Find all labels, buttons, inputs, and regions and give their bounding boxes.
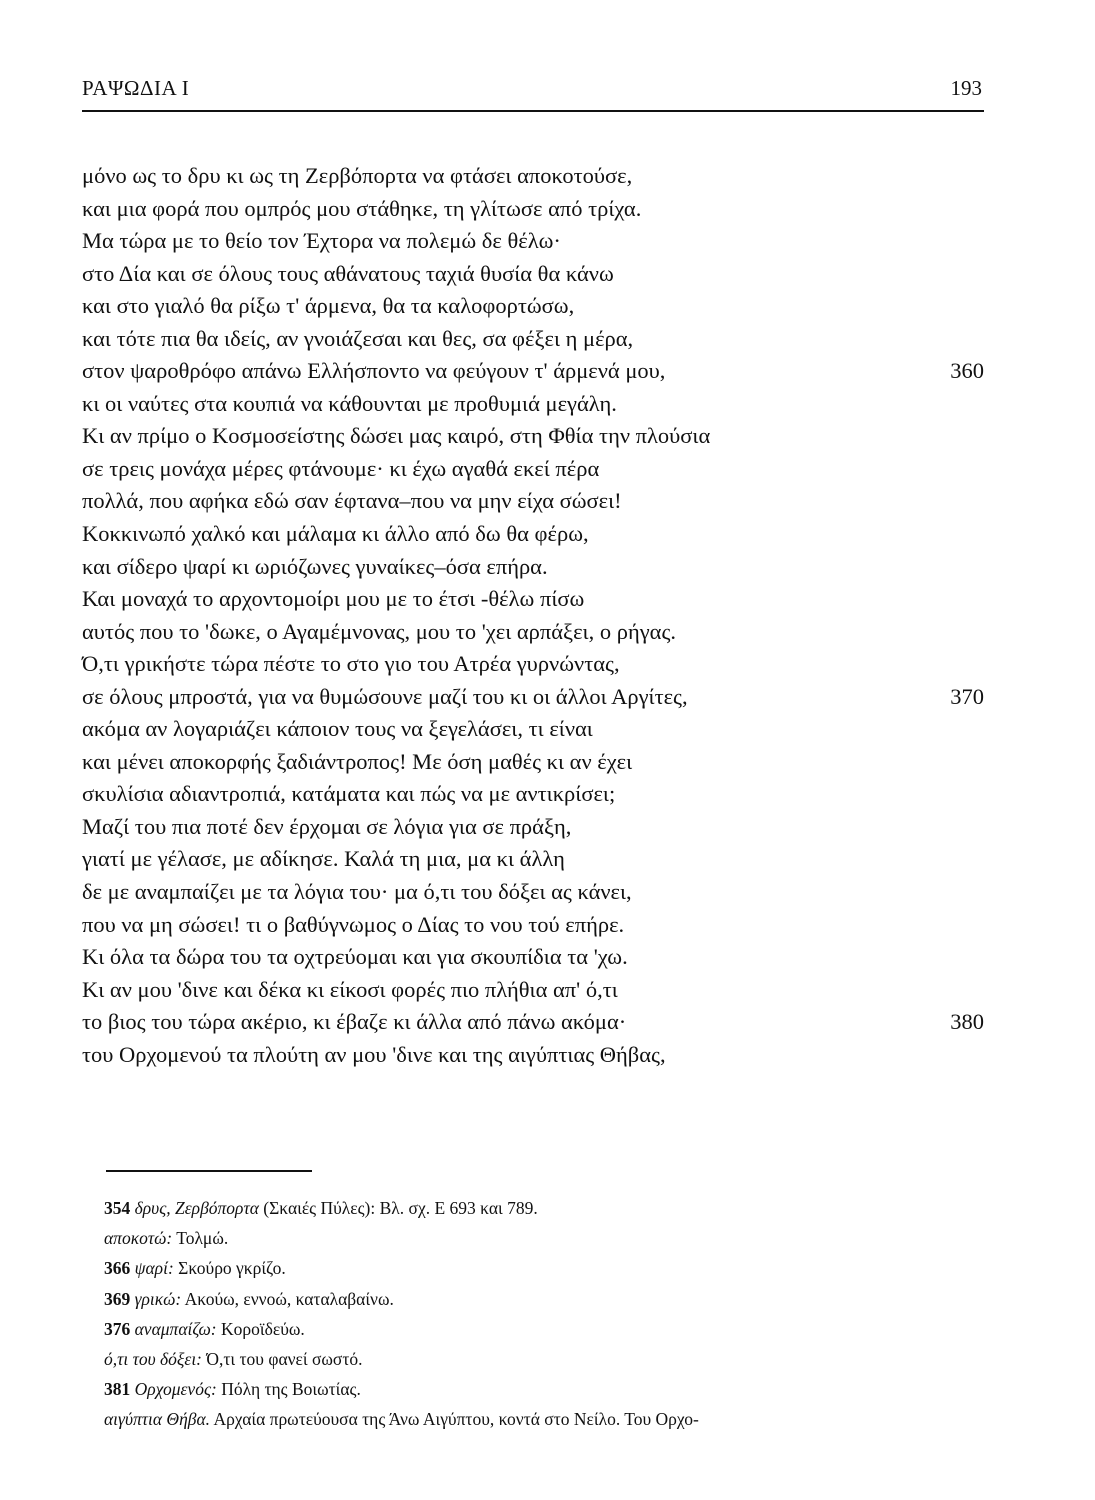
verse-text: Ό,τι γρικήστε τώρα πέστε το στο γιο του Ατρέα γυρνώντας, bbox=[82, 651, 620, 677]
verse-line bbox=[82, 225, 984, 258]
footnote-ref: 366 bbox=[104, 1258, 131, 1279]
verse-line bbox=[82, 713, 984, 746]
footnotes bbox=[104, 1193, 974, 1435]
verse-line bbox=[82, 1039, 984, 1072]
verse-text: το βιος του τώρα ακέριο, κι έβαζε κι άλλα από πάνω ακόμα· bbox=[82, 1009, 627, 1035]
verse-text: Κοκκινωπό χαλκό και μάλαμα κι άλλο από δω θα φέρω, bbox=[82, 521, 589, 547]
footnote-divider bbox=[106, 1170, 312, 1172]
verse-text: σε τρεις μονάχα μέρες φτάνουμε· κι έχω αγαθά εκεί πέρα bbox=[82, 455, 600, 481]
footnote bbox=[104, 1223, 974, 1253]
line-number: 360 bbox=[950, 358, 984, 384]
verse-text: και μια φορά που ομπρός μου στάθηκε, τη γλίτωσε από τρίχα. bbox=[82, 195, 642, 221]
verse-line bbox=[82, 551, 984, 584]
verse-line bbox=[82, 746, 984, 779]
verse-line bbox=[82, 778, 984, 811]
footnote-text: Αρχαία πρωτεύουσα της Άνω Αιγύπτου, κοντά στο Νείλο. Του Ορχο- bbox=[210, 1409, 699, 1430]
verse-text: μόνο ως το δρυ κι ως τη Ζερβόπορτα να φτάσει αποκοτούσε, bbox=[82, 163, 633, 188]
verse-line bbox=[82, 420, 984, 453]
footnote-ref: 354 bbox=[104, 1198, 131, 1218]
footnote-term: αναμπαίζω: bbox=[134, 1318, 217, 1339]
footnote bbox=[104, 1374, 974, 1404]
verse-line bbox=[82, 941, 984, 974]
verse-line bbox=[82, 648, 984, 681]
verse-line bbox=[82, 843, 984, 876]
verse-line bbox=[82, 583, 984, 616]
footnote-text: Τολμώ. bbox=[172, 1228, 229, 1249]
verse-text: γιατί με γέλασε, με αδίκησε. Καλά τη μια, μα κι άλλη bbox=[82, 846, 565, 872]
footnote-ref: 376 bbox=[104, 1318, 131, 1339]
footnote-term: αιγύπτια Θήβα. bbox=[104, 1409, 211, 1430]
verse-text: Κι όλα τα δώρα του τα οχτρεύομαι και για σκουπίδια τα 'χω. bbox=[82, 944, 628, 970]
footnote-ref: 369 bbox=[104, 1288, 131, 1309]
verse-text: και τότε πια θα ιδείς, αν γνοιάζεσαι και θες, σα φέξει η μέρα, bbox=[82, 325, 634, 351]
verse-line bbox=[82, 258, 984, 291]
verse-text: και στο γιαλό θα ρίξω τ' άρμενα, θα τα καλοφορτώσω, bbox=[82, 293, 575, 319]
verse-line bbox=[82, 518, 984, 551]
footnote-ref: 381 bbox=[104, 1379, 131, 1400]
footnote bbox=[104, 1404, 974, 1434]
footnote-term: αποκοτώ: bbox=[104, 1228, 173, 1249]
verse-line bbox=[82, 323, 984, 356]
verse-text: Μαζί του πια ποτέ δεν έρχομαι σε λόγια για σε πράξη, bbox=[82, 813, 572, 839]
verse-text: του Ορχομενού τα πλούτη αν μου 'δινε και της αιγύπτιας Θήβας, bbox=[82, 1041, 666, 1067]
footnote bbox=[104, 1284, 974, 1314]
verse-text: που να μη σώσει! τι ο βαθύγνωμος ο Δίας το νου τού επήρε. bbox=[82, 911, 625, 937]
footnote-term: γρικώ: bbox=[134, 1288, 182, 1309]
running-title: ΡΑΨΩΔΙΑ Ι bbox=[82, 76, 190, 100]
verse-line bbox=[82, 453, 984, 486]
verse-text: στο Δία και σε όλους τους αθάνατους ταχιά θυσία θα κάνω bbox=[82, 260, 614, 286]
line-number: 370 bbox=[950, 683, 984, 709]
verse-line bbox=[82, 974, 984, 1007]
page-number: 193 bbox=[950, 76, 982, 100]
footnote-text: Πόλη της Βοιωτίας. bbox=[216, 1379, 361, 1400]
verse-text: Μα τώρα με το θείο τον Έχτορα να πολεμώ δε θέλω· bbox=[82, 228, 561, 254]
footnote-term: ό,τι του δόξει: bbox=[104, 1348, 203, 1369]
verse-text: στον ψαροθρόφο απάνω Ελλήσποντο να φεύγουν τ' άρμενά μου, bbox=[82, 358, 666, 384]
verse-text: Κι αν μου 'δινε και δέκα κι είκοσι φορές πιο πλήθια απ' ό,τι bbox=[82, 976, 618, 1002]
verse-line bbox=[82, 290, 984, 323]
footnote-text: Κοροϊδεύω. bbox=[216, 1318, 305, 1339]
footnote-text: Ακούω, εννοώ, καταλαβαίνω. bbox=[181, 1288, 394, 1309]
verse-text: και σίδερο ψαρί κι ωριόζωνες γυναίκες–όσα επήρα. bbox=[82, 553, 548, 579]
verse-text: σκυλίσια αδιαντροπιά, κατάματα και πώς να με αντικρίσει; bbox=[82, 781, 616, 807]
footnote bbox=[104, 1344, 974, 1374]
footnote-term: δρυς, Ζερβόπορτα bbox=[134, 1198, 259, 1218]
footnote-term: Ορχομενός: bbox=[134, 1379, 217, 1400]
verse-line bbox=[82, 811, 984, 844]
verse-text: κι οι ναύτες στα κουπιά να κάθουνται με προθυμιά μεγάλη. bbox=[82, 390, 617, 416]
verse-text: πολλά, που αφήκα εδώ σαν έφτανα–που να μην είχα σώσει! bbox=[82, 488, 622, 514]
running-head bbox=[82, 74, 984, 112]
verse-text: δε με αναμπαίζει με τα λόγια του· μα ό,τι του δόξει ας κάνει, bbox=[82, 879, 632, 905]
verse-line bbox=[82, 876, 984, 909]
verse-line bbox=[82, 388, 984, 421]
footnote bbox=[104, 1314, 974, 1344]
footnote-text: Σκούρο γκρίζο. bbox=[173, 1258, 286, 1279]
verse-line bbox=[82, 193, 984, 226]
verse-line bbox=[82, 681, 984, 714]
verse-line bbox=[82, 160, 984, 193]
verse-line bbox=[82, 616, 984, 649]
verse-line bbox=[82, 1006, 984, 1039]
footnote-text: (Σκαιές Πύλες): Βλ. σχ. Ε 693 και 789. bbox=[258, 1198, 538, 1218]
verse-text: αυτός που το 'δωκε, ο Αγαμέμνονας, μου το 'χει αρπάξει, ο ρήγας. bbox=[82, 618, 676, 644]
footnote-term: ψαρί: bbox=[134, 1258, 174, 1279]
verse-line bbox=[82, 485, 984, 518]
verse-line bbox=[82, 355, 984, 388]
verse-block bbox=[82, 160, 984, 1071]
footnote bbox=[104, 1193, 974, 1223]
verse-text: και μένει αποκορφής ξαδιάντροπος! Με όση μαθές κι αν έχει bbox=[82, 748, 633, 774]
footnote bbox=[104, 1253, 974, 1283]
verse-line bbox=[82, 909, 984, 942]
verse-text: σε όλους μπροστά, για να θυμώσουνε μαζί του κι οι άλλοι Αργίτες, bbox=[82, 683, 688, 709]
footnote-text: Ό,τι του φανεί σωστό. bbox=[202, 1348, 363, 1369]
verse-text: Και μοναχά το αρχοντομοίρι μου με το έτσι -θέλω πίσω bbox=[82, 586, 585, 612]
line-number: 380 bbox=[950, 1009, 984, 1035]
verse-text: Κι αν πρίμο ο Κοσμοσείστης δώσει μας καιρό, στη Φθία την πλούσια bbox=[82, 423, 711, 449]
verse-text: ακόμα αν λογαριάζει κάποιον τους να ξεγελάσει, τι είναι bbox=[82, 716, 593, 742]
